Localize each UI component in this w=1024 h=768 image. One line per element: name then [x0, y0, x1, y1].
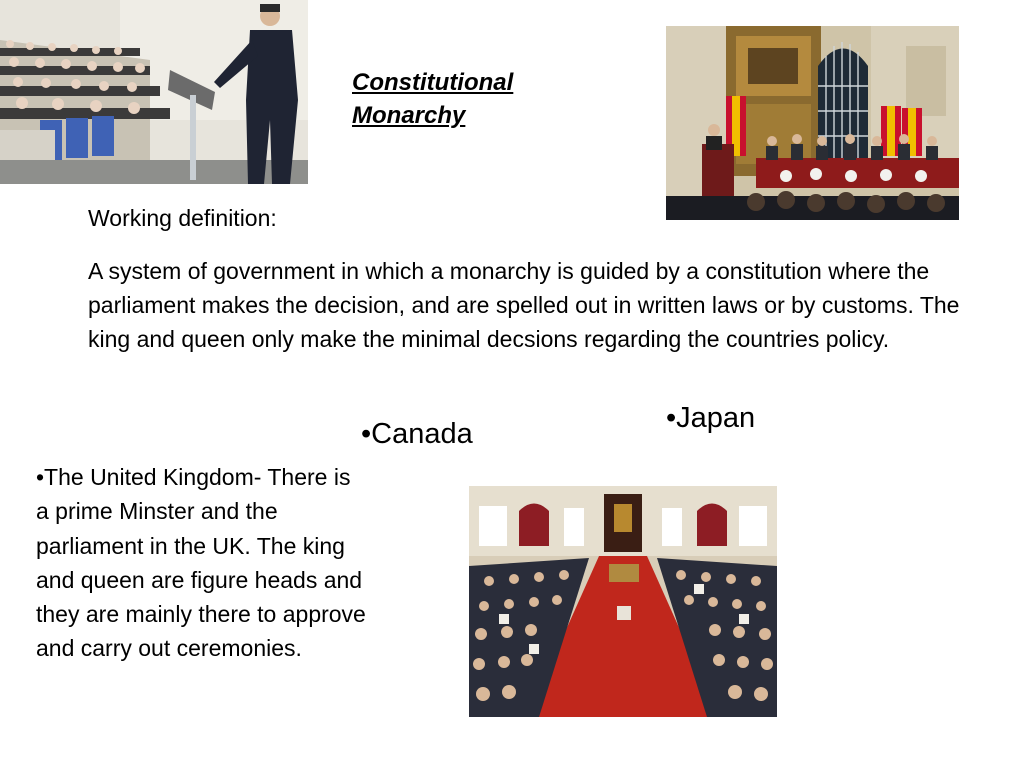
royal-ceremony-photo [666, 26, 959, 220]
bullet-united-kingdom: •The United Kingdom- There is a prime Minster and the parliament in the UK. The king and queen are figure heads and they are mainly there to approve and carry out ceremonies. [36, 464, 366, 662]
definition-text: A system of government in which a monarchy is guided by a constitution where the parliament makes the decision, and are spelled out in written laws or by customs. The king and queen only make the minimal decsions regarding the countries policy. [88, 258, 960, 352]
bullet-canada: •Canada [361, 418, 473, 450]
bullet-japan: •Japan [666, 402, 756, 434]
parliament-chamber-photo [469, 486, 777, 717]
lecture-hall-photo [0, 0, 308, 184]
slide-title: Constitutional Monarchy [352, 69, 514, 129]
definition-heading: Working definition: [88, 205, 277, 231]
